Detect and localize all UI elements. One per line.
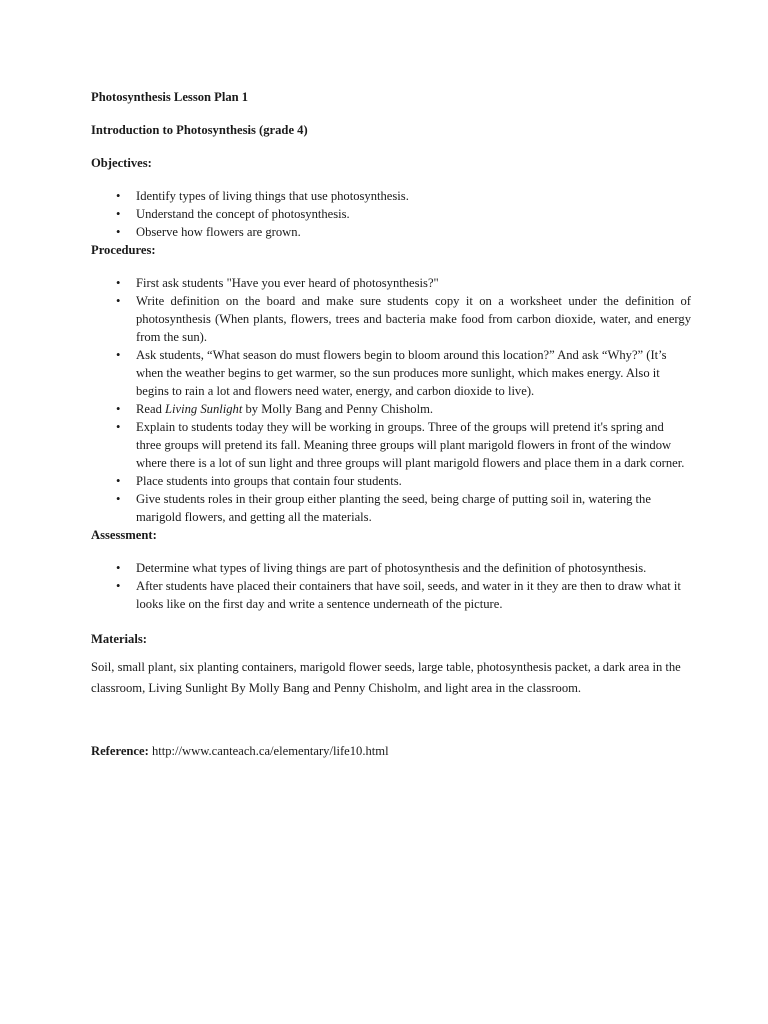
bullet-icon: • — [116, 474, 121, 488]
bullet-icon: • — [116, 492, 121, 506]
procedures-list — [91, 274, 691, 526]
reference-line — [91, 742, 691, 760]
assessment-text: After students have placed their containers that have soil, seeds, and water in it they are then to draw what it looks like on the first day and write a sentence underneath of the picture. — [136, 579, 681, 611]
procedure-text-suffix: by Molly Bang and Penny Chisholm. — [242, 402, 434, 416]
bullet-icon: • — [116, 225, 121, 239]
objectives-list — [91, 187, 691, 241]
bullet-icon: • — [116, 189, 121, 203]
materials-paragraph: Soil, small plant, six planting containers, marigold flower seeds, large table, photosynthesis packet, a dark area in the classroom, Living Sunlight By Molly Bang and Penny Chisholm, and light area in the classroom. — [91, 660, 681, 695]
assessment-list — [91, 559, 691, 613]
book-title: Living Sunlight — [165, 402, 243, 416]
bullet-icon: • — [116, 276, 121, 290]
objective-text: Observe how flowers are grown. — [136, 225, 301, 239]
bullet-icon: • — [116, 561, 121, 575]
assessment-heading: Assessment: — [91, 528, 157, 542]
bullet-icon: • — [116, 579, 121, 593]
bullet-icon: • — [116, 402, 121, 416]
objective-text: Understand the concept of photosynthesis. — [136, 207, 350, 221]
bullet-icon: • — [116, 294, 121, 308]
list-item — [91, 559, 691, 577]
procedure-text-prefix: Read — [136, 402, 166, 416]
bullet-icon: • — [116, 207, 121, 221]
list-item — [91, 418, 691, 472]
list-item — [91, 274, 691, 292]
list-item — [91, 292, 691, 346]
bullet-icon: • — [116, 348, 121, 362]
materials-heading: Materials: — [91, 632, 147, 646]
procedure-text: Ask students, “What season do must flowers begin to bloom around this location?” And ask “Why?” (It’s when the weather begins to get warmer, so the sun produces more sunlight, which makes energy. Also it begins to rain a lot and flowers need water, energy, and carbon dioxide to live). — [136, 348, 667, 398]
assessment-text: Determine what types of living things are part of photosynthesis and the definition of photosynthesis. — [136, 561, 647, 575]
bullet-icon: • — [116, 420, 121, 434]
procedure-text: Place students into groups that contain four students. — [136, 474, 402, 488]
lesson-plan-document — [91, 88, 691, 760]
objectives-heading: Objectives: — [91, 156, 152, 170]
list-item — [91, 472, 691, 490]
list-item — [91, 205, 691, 223]
reference-url: http://www.canteach.ca/elementary/life10.html — [151, 744, 389, 758]
list-item — [91, 187, 691, 205]
document-title: Photosynthesis Lesson Plan 1 — [91, 90, 249, 104]
list-item — [91, 223, 691, 241]
list-item — [91, 577, 691, 613]
procedure-text: First ask students "Have you ever heard of photosynthesis?" — [136, 276, 439, 290]
list-item — [91, 400, 691, 418]
reference-label: Reference: — [91, 744, 149, 758]
list-item — [91, 346, 691, 400]
list-item — [91, 490, 691, 526]
procedure-text: Write definition on the board and make sure students copy it on a worksheet under the definition of photosynthesis (When plants, flowers, trees and bacteria make food from carbon dioxide, water, and energy from the sun). — [136, 294, 691, 344]
procedure-text: Explain to students today they will be working in groups. Three of the groups will pretend it's spring and three groups will pretend its fall. Meaning three groups will plant marigold flowers in front of the window where there is a lot of sun light and three groups will plant marigold flowers and place them in a dark corner. — [136, 420, 685, 470]
document-subtitle: Introduction to Photosynthesis (grade 4) — [91, 123, 308, 137]
procedure-text: Give students roles in their group either planting the seed, being charge of putting soil in, watering the marigold flowers, and getting all the materials. — [136, 492, 651, 524]
procedures-heading: Procedures: — [91, 243, 156, 257]
objective-text: Identify types of living things that use photosynthesis. — [136, 189, 409, 203]
